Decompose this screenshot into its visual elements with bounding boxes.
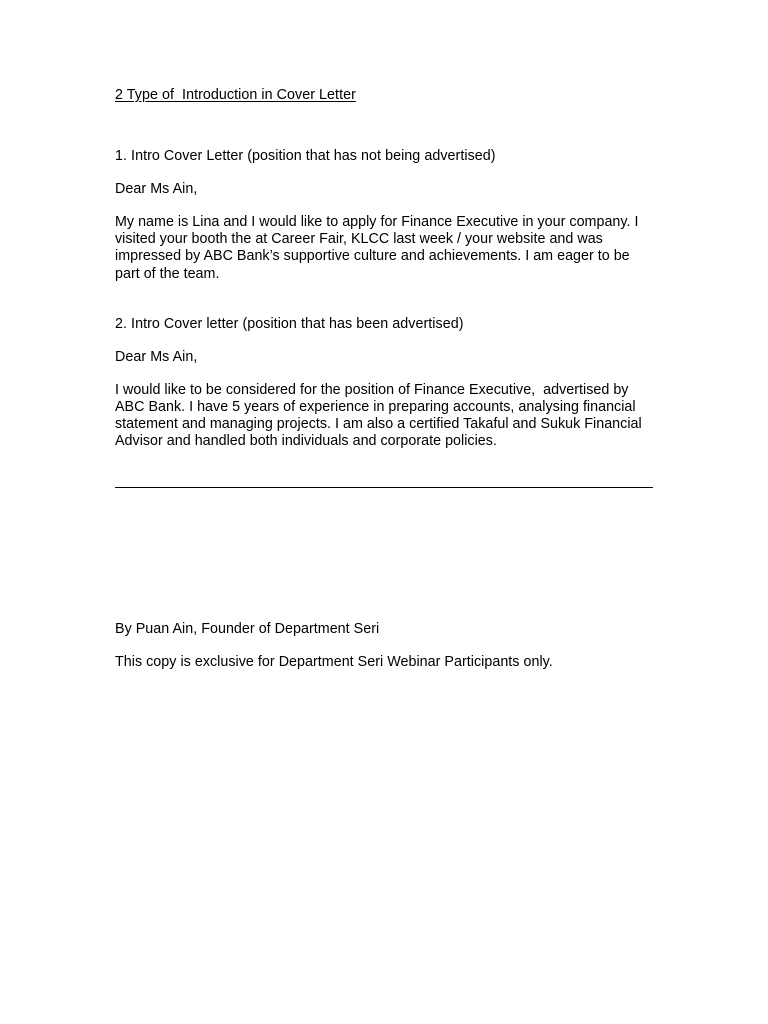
section-spacer [115, 283, 653, 316]
document-footer [115, 621, 653, 671]
horizontal-rule-container [115, 487, 653, 488]
horizontal-divider [115, 487, 653, 488]
footer-notice: This copy is exclusive for Department Seri Webinar Participants only. [115, 653, 553, 670]
footer-attribution: By Puan Ain, Founder of Department Seri [115, 620, 380, 637]
section-1-body: My name is Lina and I would like to apply for Finance Executive in your company. I visited your booth the at Career Fair, KLCC last week / your website and was impressed by ABC Bank’s supportive culture and achievements. I am eager to be part of the team. [115, 214, 643, 282]
cover-letter-section-1 [115, 148, 653, 283]
section-2-body: I would like to be considered for the position of Finance Executive, advertised by ABC Bank. I have 5 years of experience in preparing accounts, analysing financial statement and managing projects. I am also a certified Takaful and Sukuk Financial Advisor and handled both individuals and corporate policies. [115, 381, 645, 450]
section-1-heading: 1. Intro Cover Letter (position that has not being advertised) [115, 148, 496, 164]
cover-letter-section-2 [115, 316, 653, 451]
page-title: 2 Type of Introduction in Cover Letter [115, 87, 356, 103]
document-content [115, 86, 653, 671]
section-2-heading: 2. Intro Cover letter (position that has been advertised) [115, 315, 464, 332]
section-1-salutation: Dear Ms Ain, [115, 181, 198, 197]
page-title-row [115, 86, 653, 104]
section-2-salutation: Dear Ms Ain, [115, 348, 198, 365]
